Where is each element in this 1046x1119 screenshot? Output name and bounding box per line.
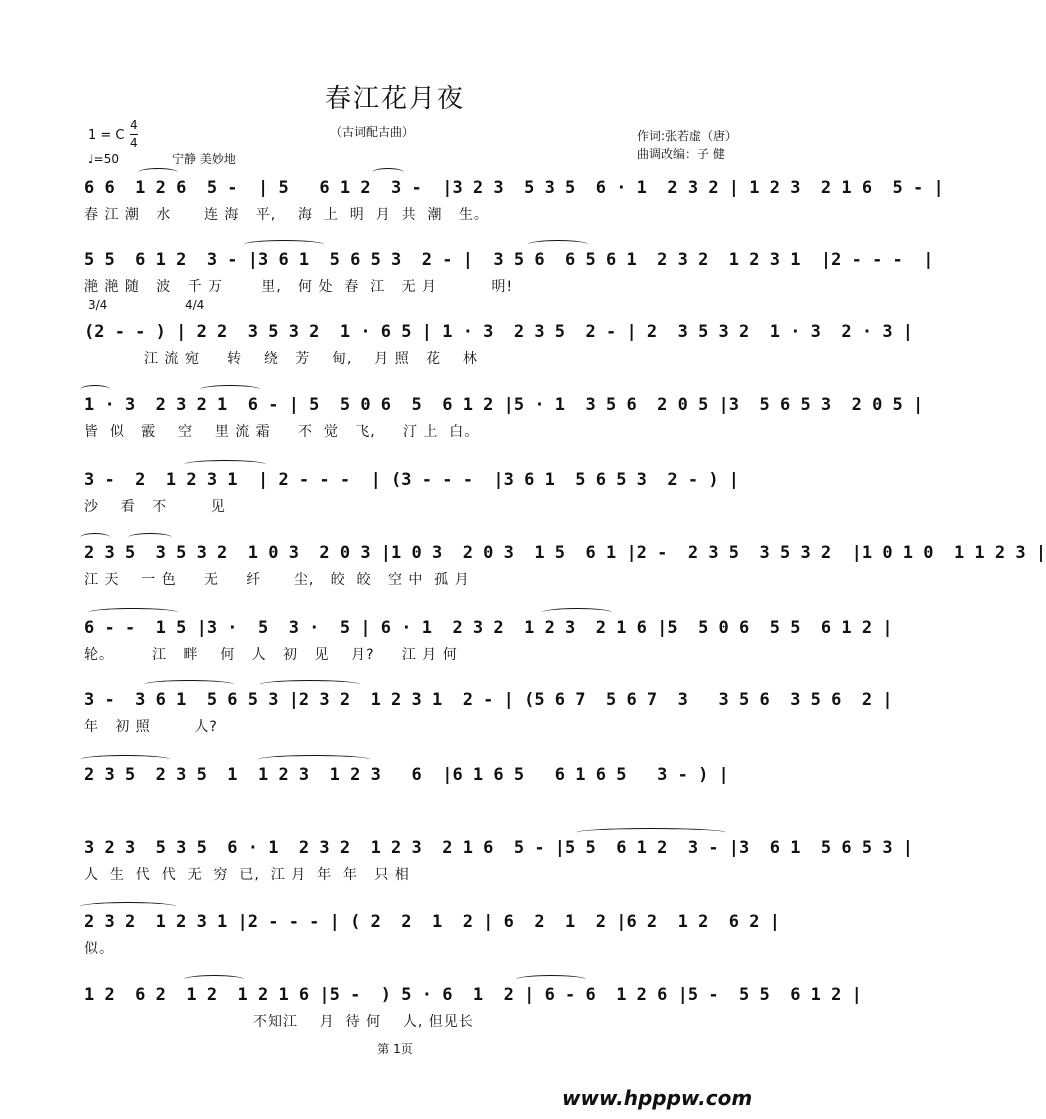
meter-top: 4 xyxy=(130,118,138,132)
time-change-3-4: 3/4 xyxy=(88,298,108,312)
arranger-credit: 曲调改编：子 健 xyxy=(637,147,725,161)
meter-bottom: 4 xyxy=(130,136,138,150)
lyricist-credit: 作词:张若虚（唐） xyxy=(637,129,738,143)
staff-line xyxy=(80,912,780,958)
staff-line xyxy=(80,690,893,736)
staff-line xyxy=(80,322,914,368)
staff-notes: 3 - 2 1 2 3 1 | 2 - - - | (3 - - - |3 6 1 5 6 5 3 2 - ) | xyxy=(84,470,740,490)
staff-lyrics: 轮。 江 畔 何 人 初 见 月? 江 月 何 xyxy=(84,647,458,663)
staff-lyrics: 人 生 代 代 无 穷 已, 江 月 年 年 只 相 xyxy=(84,867,410,883)
watermark: www.hpppw.com xyxy=(562,1086,753,1110)
staff-line xyxy=(80,765,740,811)
staff-notes: 5 5 6 1 2 3 - |3 6 1 5 6 5 3 2 - | 3 5 6 6 5 6 1 2 3 2 1 2 3 1 |2 - - - | xyxy=(84,250,934,270)
staff-lyrics: 江 流 宛 转 绕 芳 甸, 月 照 花 林 xyxy=(84,351,478,367)
staff-lyrics: 似。 xyxy=(84,941,114,957)
staff-notes: 2 3 5 3 5 3 2 1 0 3 2 0 3 |1 0 3 2 0 3 1 5 6 1 |2 - 2 3 5 3 5 3 2 |1 0 1 0 1 1 2 3 | xyxy=(84,543,1046,563)
staff-lyrics: 不知江 月 待 何 人, 但见长 xyxy=(84,1014,474,1030)
staff-notes: 6 - - 1 5 |3 · 5 3 · 5 | 6 · 1 2 3 2 1 2 3 2 1 6 |5 5 0 6 5 5 6 1 2 | xyxy=(84,618,893,638)
staff-notes: 3 2 3 5 3 5 6 · 1 2 3 2 1 2 3 2 1 6 5 - |5 5 6 1 2 3 - |3 6 1 5 6 5 3 | xyxy=(84,838,914,858)
score-subtitle: （古词配古曲） xyxy=(330,125,415,139)
key-signature: 1 = C xyxy=(88,128,125,143)
staff-notes: 2 3 5 2 3 5 1 1 2 3 1 2 3 6 |6 1 6 5 6 1 6 5 3 - ) | xyxy=(84,765,729,785)
time-change-4-4: 4/4 xyxy=(185,298,205,312)
staff-line xyxy=(80,395,924,441)
staff-lyrics: 江 天 一 色 无 纤 尘, 皎 皎 空 中 孤 月 xyxy=(84,572,470,588)
time-signature xyxy=(130,118,138,151)
expression-mark: 宁静 美妙地 xyxy=(172,152,236,166)
staff-lyrics: 皆 似 霰 空 里 流 霜 不 觉 飞, 汀 上 白。 xyxy=(84,424,480,440)
credits xyxy=(637,127,737,163)
staff-lyrics: 沙 看 不 见 xyxy=(84,499,226,515)
staff-notes: 6 6 1 2 6 5 - | 5 6 1 2 3 - |3 2 3 5 3 5 6 · 1 2 3 2 | 1 2 3 2 1 6 5 - | xyxy=(84,178,944,198)
staff-line xyxy=(80,618,893,664)
staff-line xyxy=(80,543,1046,589)
meter-divider xyxy=(130,134,138,135)
staff-notes: 1 2 6 2 1 2 1 2 1 6 |5 - ) 5 · 6 1 2 | 6 - 6 1 2 6 |5 - 5 5 6 1 2 | xyxy=(84,985,862,1005)
staff-notes: 3 - 3 6 1 5 6 5 3 |2 3 2 1 2 3 1 2 - | (5 6 7 5 6 7 3 3 5 6 3 5 6 2 | xyxy=(84,690,893,710)
staff-line xyxy=(80,178,944,224)
staff-line xyxy=(80,838,914,884)
staff-line xyxy=(80,985,862,1031)
staff-line xyxy=(80,250,934,296)
tempo-mark: ♩=50 xyxy=(88,152,119,166)
staff-lyrics: 春 江 潮 水 连 海 平, 海 上 明 月 共 潮 生。 xyxy=(84,207,489,223)
staff-lyrics: 滟 滟 随 波 千 万 里, 何 处 春 江 无 月 明! xyxy=(84,279,514,295)
staff-line xyxy=(80,470,740,516)
page-number: 第 1页 xyxy=(377,1042,413,1056)
staff-notes: (2 - - ) | 2 2 3 5 3 2 1 · 6 5 | 1 · 3 2 3 5 2 - | 2 3 5 3 2 1 · 3 2 · 3 | xyxy=(84,322,914,342)
staff-lyrics: 年 初 照 人? xyxy=(84,719,218,735)
score-title: 春江花月夜 xyxy=(324,84,465,114)
staff-notes: 2 3 2 1 2 3 1 |2 - - - | ( 2 2 1 2 | 6 2 1 2 |6 2 1 2 6 2 | xyxy=(84,912,780,932)
staff-notes: 1 · 3 2 3 2 1 6 - | 5 5 0 6 5 6 1 2 |5 · 1 3 5 6 2 0 5 |3 5 6 5 3 2 0 5 | xyxy=(84,395,924,415)
